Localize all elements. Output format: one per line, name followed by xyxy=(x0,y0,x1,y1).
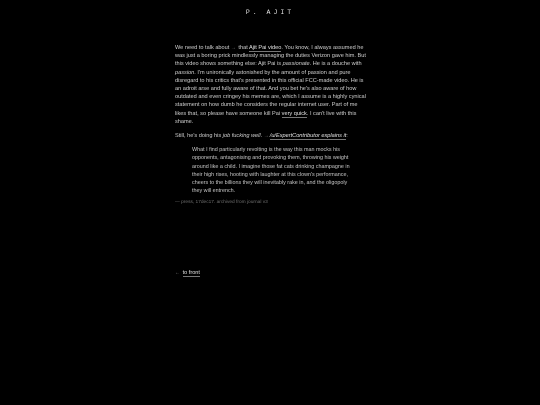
paragraph-intro xyxy=(175,44,367,126)
external-link-arrow-icon: → xyxy=(263,133,269,140)
ajit-pai-video-link[interactable]: Ajit Pai video xyxy=(249,45,282,51)
emphasis: passion xyxy=(175,69,195,76)
text: . He is a douche with xyxy=(309,61,362,68)
back-arrow-icon: ← xyxy=(175,270,180,276)
expert-contributor-link[interactable] xyxy=(270,133,347,140)
text: : xyxy=(346,133,348,140)
emphasis: job fucking well xyxy=(222,133,261,140)
text: . I'm unironically astonished by the amount of passion and pure disregard to his critics that's presented in this official FCC-made video. He is an adroit arse and fully aware of that. And you bet he's also aware of how outdated and even cringey his memes are, which I assume is a highly cynical statement on how dumb he considers the regular internet user. Part of me likes that, so please have someone kill Pai xyxy=(175,69,366,117)
text: . xyxy=(260,133,264,140)
external-link-arrow-icon: → xyxy=(230,45,236,51)
text: that xyxy=(236,45,250,51)
very-quick-link[interactable]: very quick xyxy=(281,110,307,117)
article xyxy=(175,44,367,208)
post-meta: — press, 17dec17. archived from journal v3 xyxy=(175,200,268,206)
emphasis: passionate xyxy=(282,61,310,68)
back-to-front-link[interactable]: to front xyxy=(182,270,200,276)
text: . You know, I always assumed he was just a boring prick mindlessly managing the duties Verizon gave him. But this video shows something else: Ajit Pai is xyxy=(175,45,366,68)
link-text: /u/ExpertContributor explains it xyxy=(269,133,347,140)
text: . I can't live with this shame. xyxy=(175,110,357,125)
site-title[interactable]: P. AJIT xyxy=(245,9,295,16)
text: Still, he's doing his xyxy=(175,133,223,140)
back-nav xyxy=(175,270,200,276)
quote-block: What I find particularly revolting is the way this man mocks his opponents, antagonising and provoking them, throwing his weight around like a child. I imagine those fat cats drinking champagne in their high rises, hooting with laughter at this clown's performance, cheers to the billions they will inevitably rake in, and the oligopoly they will entrench. xyxy=(192,147,350,195)
text: We need to talk about xyxy=(175,45,231,51)
paragraph-second xyxy=(175,132,367,140)
